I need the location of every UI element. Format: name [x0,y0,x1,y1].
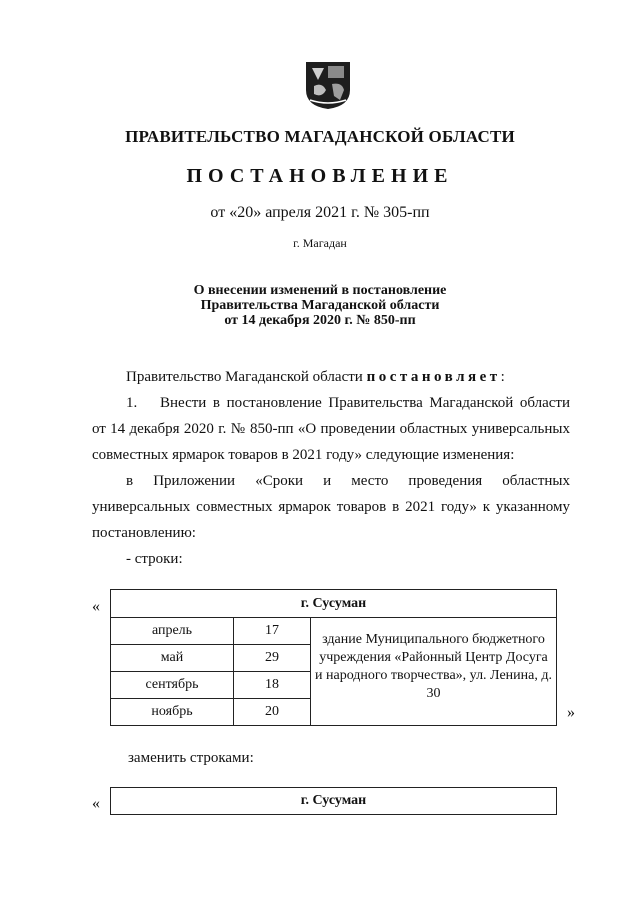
document-subject [0,283,640,328]
subject-line: от 14 декабря 2020 г. № 850-пп [224,313,416,328]
resolves-word: постановляет [366,369,501,385]
preamble-paragraph [92,364,570,390]
subject-line: Правительства Магаданской области [200,298,440,313]
clause-number: 1. [126,395,138,411]
preamble-colon: : [500,369,505,385]
schedule-table-old [110,589,557,726]
clause-text: Внести в постановление Правительства Магаданской области от 14 декабря 2020 г. № 850-пп «О проведении областных универсальных совместных ярмарок товаров в 2021 году» следующие изменения: [92,395,570,463]
document-city: г. Магадан [293,236,347,250]
appendix-paragraph: в Приложении «Сроки и место проведения областных универсальных совместных ярмарок товаров в 2021 году» к указанному постановлению: [92,473,570,541]
day-cell: 18 [234,672,311,699]
preamble-text: Правительство Магаданской области [126,369,367,385]
quote-open: « [92,795,100,812]
quote-open: « [92,598,100,615]
quote-close: » [567,704,575,721]
clause-1-paragraph [92,390,570,468]
table-city-header: г. Сусуман [111,788,557,815]
document-type: ПОСТАНОВЛЕНИЕ [186,165,454,187]
day-cell: 17 [234,618,311,645]
rows-label: - строки: [126,551,183,567]
schedule-table-new [110,787,557,815]
table-row [111,788,557,815]
subject-line: О внесении изменений в постановление [193,283,447,298]
venue-cell: здание Муниципального бюджетного учреждения «Районный Центр Досуга и народного творчества», ул. Ленина, д. 30 [311,618,557,726]
month-cell: ноябрь [111,699,234,726]
month-cell: сентябрь [111,672,234,699]
table-city-header: г. Сусуман [111,590,557,618]
replace-label: заменить строками: [128,750,254,766]
coat-of-arms-icon [304,60,352,110]
table-row [111,618,557,645]
table-row [111,590,557,618]
month-cell: май [111,645,234,672]
government-title: ПРАВИТЕЛЬСТВО МАГАДАНСКОЙ ОБЛАСТИ [125,127,515,146]
month-cell: апрель [111,618,234,645]
document-date-number: от «20» апреля 2021 г. № 305-пп [210,204,430,221]
day-cell: 29 [234,645,311,672]
day-cell: 20 [234,699,311,726]
